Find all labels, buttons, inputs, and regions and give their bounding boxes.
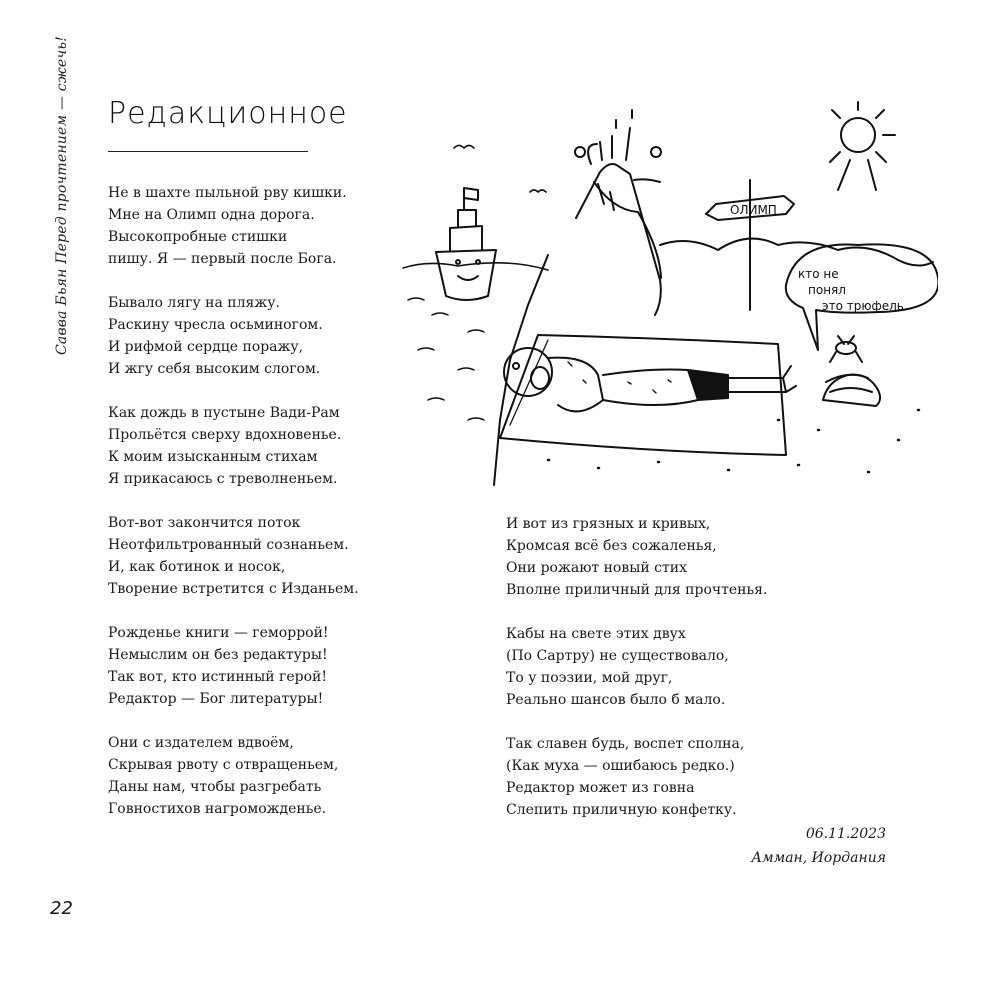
sign-text: ОЛИМП bbox=[730, 203, 777, 217]
beach-olympus-illustration bbox=[398, 100, 938, 495]
stanza bbox=[108, 512, 488, 600]
poem-line: Творение встретится с Изданьем. bbox=[108, 581, 359, 597]
poem-line: Они с издателем вдвоём, bbox=[108, 735, 294, 751]
poem-line: Мне на Олимп одна дорога. bbox=[108, 207, 315, 223]
poem-line: Неотфильтрованный сознаньем. bbox=[108, 537, 349, 553]
poem-line: Слепить приличную конфетку. bbox=[506, 802, 737, 818]
poem-line: Вполне приличный для прочтенья. bbox=[506, 582, 768, 598]
poem-line: Раскину чресла осьминогом. bbox=[108, 317, 323, 333]
speech-line-3: это трюфель bbox=[822, 299, 904, 313]
title-underline bbox=[108, 151, 308, 152]
stanza bbox=[108, 622, 488, 710]
poem-line: Кабы на свете этих двух bbox=[506, 626, 686, 642]
page-title: Редакционное bbox=[108, 96, 348, 131]
poem-line: Редактор может из говна bbox=[506, 780, 695, 796]
speech-line-2: понял bbox=[808, 283, 846, 297]
poem-line: Так славен будь, воспет сполна, bbox=[506, 736, 745, 752]
poem-line: пишу. Я — первый после Бога. bbox=[108, 251, 337, 267]
speech-line-1: кто не bbox=[798, 267, 839, 281]
sunbather-figure bbox=[504, 348, 796, 411]
poem-line: Редактор — Бог литературы! bbox=[108, 691, 324, 707]
poem-line: Даны нам, чтобы разгребать bbox=[108, 779, 322, 795]
stanza bbox=[108, 732, 488, 820]
poem-line: Высокопробные стишки bbox=[108, 229, 288, 245]
poem-line: Вот-вот закончится поток bbox=[108, 515, 301, 531]
poem-line: И вот из грязных и кривых, bbox=[506, 516, 711, 532]
stanza bbox=[506, 623, 886, 711]
poem-line: Говностихов нагроможденье. bbox=[108, 801, 327, 817]
stanza bbox=[506, 733, 886, 821]
ship-icon bbox=[436, 188, 496, 300]
sun-icon bbox=[830, 102, 895, 190]
mountain-icon bbox=[575, 110, 661, 315]
poem-line: Кромсая всё без сожаленья, bbox=[506, 538, 717, 554]
poem-line: (По Сартру) не существовало, bbox=[506, 648, 729, 664]
poem-line: Прольётся сверху вдохновенье. bbox=[108, 427, 342, 443]
poem-line: Реально шансов было б мало. bbox=[506, 692, 726, 708]
poem-line: Скрывая рвоту с отвращеньем, bbox=[108, 757, 339, 773]
poem-line: Так вот, кто истинный герой! bbox=[108, 669, 328, 685]
poem-place: Амман, Иордания bbox=[751, 850, 886, 866]
poem-line: И рифмой сердце поражу, bbox=[108, 339, 304, 355]
poem-line: И жгу себя высоким слогом. bbox=[108, 361, 321, 377]
speech-bubble bbox=[786, 244, 938, 350]
poem-line: Рожденье книги — геморрой! bbox=[108, 625, 329, 641]
stanza bbox=[506, 513, 886, 601]
poem-column-right bbox=[506, 513, 886, 843]
page-number: 22 bbox=[50, 898, 73, 919]
poem-line: (Как муха — ошибаюсь редко.) bbox=[506, 758, 735, 774]
poem-line: Бывало лягу на пляжу. bbox=[108, 295, 280, 311]
poem-line: Не в шахте пыльной рву кишки. bbox=[108, 185, 347, 201]
poem-line: Я прикасаюсь с треволненьем. bbox=[108, 471, 338, 487]
poem-line: Немыслим он без редактуры! bbox=[108, 647, 328, 663]
poem-line: И, как ботинок и носок, bbox=[108, 559, 286, 575]
poem-line: Они рожают новый стих bbox=[506, 560, 687, 576]
poem-line: Как дождь в пустыне Вади-Рам bbox=[108, 405, 340, 421]
poem-line: То у поэзии, мой друг, bbox=[506, 670, 673, 686]
poem-line: К моим изысканным стихам bbox=[108, 449, 318, 465]
running-header: Савва Бьян Перед прочтением — сжечь! bbox=[54, 36, 70, 355]
poem-date: 06.11.2023 bbox=[805, 826, 886, 842]
fly-on-pile-icon bbox=[823, 336, 880, 406]
signature-block bbox=[751, 822, 886, 870]
